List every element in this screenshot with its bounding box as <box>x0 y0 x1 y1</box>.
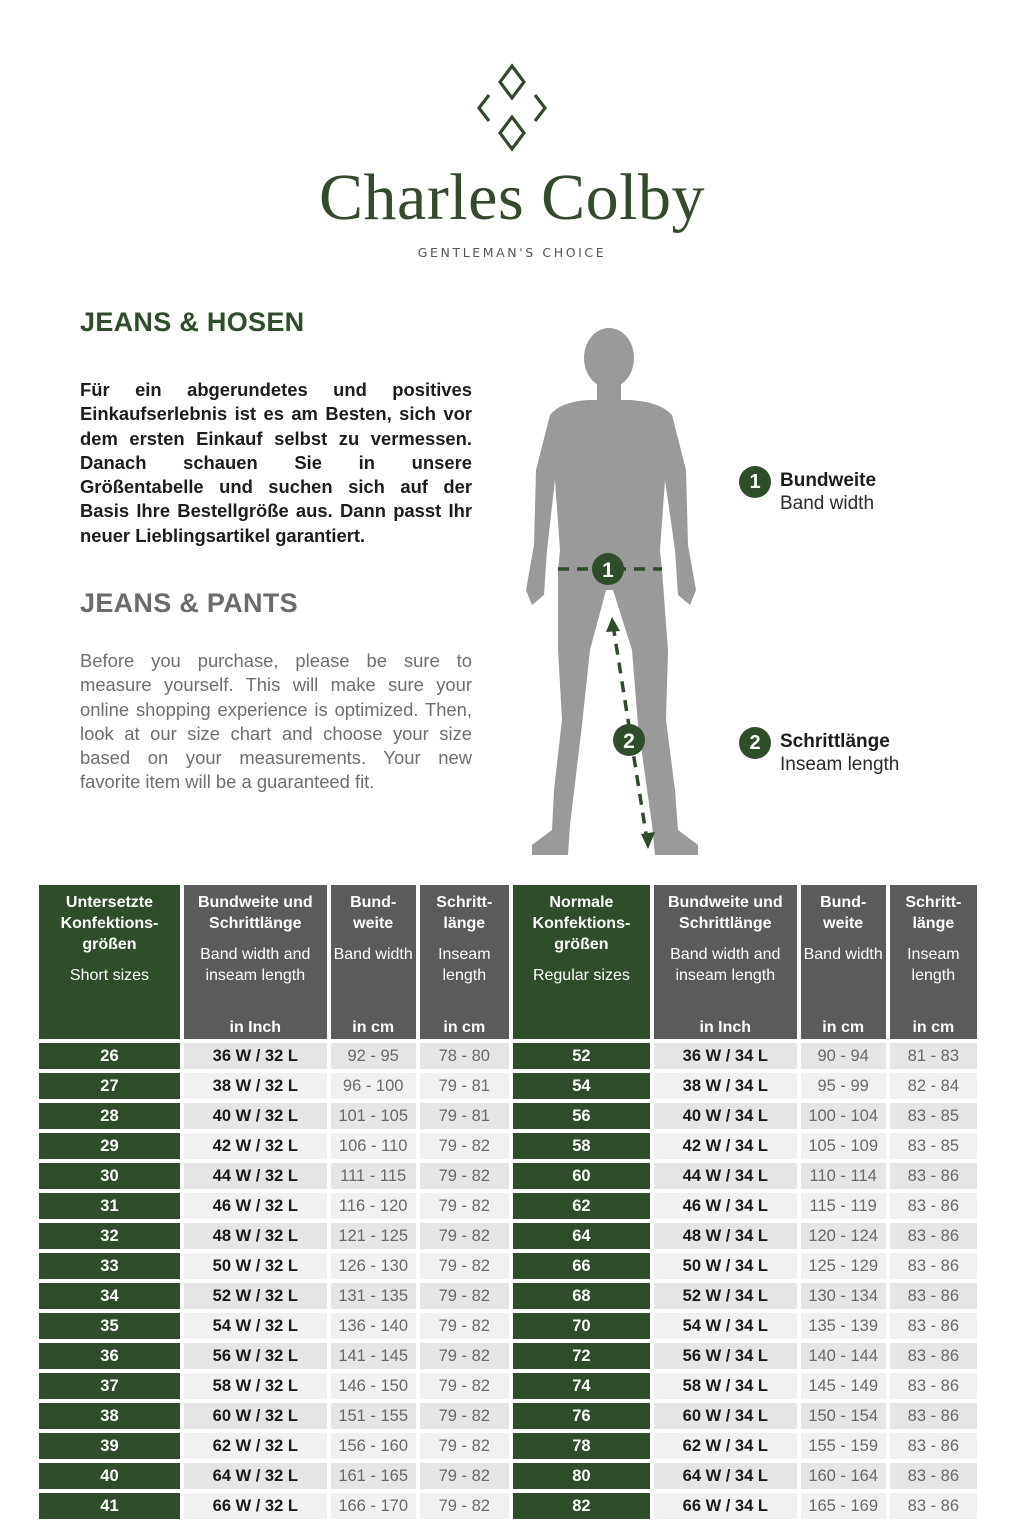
cm-range-cell: 136 - 140 <box>331 1313 416 1339</box>
cm-range-cell: 83 - 86 <box>890 1223 977 1249</box>
cm-range-cell: 120 - 124 <box>801 1223 886 1249</box>
waist-length-cell: 58 W / 34 L <box>654 1373 797 1399</box>
marker-2: 2 <box>623 730 635 753</box>
cm-range-cell: 96 - 100 <box>331 1073 416 1099</box>
column-header <box>654 885 797 1039</box>
waist-length-cell: 62 W / 32 L <box>184 1433 327 1459</box>
cm-range-cell: 83 - 86 <box>890 1373 977 1399</box>
legend-band-width <box>739 466 876 516</box>
cm-range-cell: 135 - 139 <box>801 1313 886 1339</box>
size-cell: 76 <box>513 1403 650 1429</box>
legend-number: 2 <box>739 727 771 759</box>
cm-range-cell: 79 - 82 <box>420 1283 509 1309</box>
size-cell: 64 <box>513 1223 650 1249</box>
table-header-row <box>39 885 977 1039</box>
size-cell: 33 <box>39 1253 180 1279</box>
cm-range-cell: 161 - 165 <box>331 1463 416 1489</box>
waist-length-cell: 56 W / 32 L <box>184 1343 327 1369</box>
size-cell: 66 <box>513 1253 650 1279</box>
cm-range-cell: 165 - 169 <box>801 1493 886 1519</box>
waist-length-cell: 50 W / 32 L <box>184 1253 327 1279</box>
table-row <box>39 1103 977 1129</box>
cm-range-cell: 115 - 119 <box>801 1193 886 1219</box>
cm-range-cell: 79 - 82 <box>420 1433 509 1459</box>
column-header-de: Schritt-länge <box>905 894 962 932</box>
cm-range-cell: 160 - 164 <box>801 1463 886 1489</box>
size-chart-table <box>35 881 981 1523</box>
waist-length-cell: 44 W / 32 L <box>184 1163 327 1189</box>
column-unit: in cm <box>912 1019 955 1036</box>
waist-length-cell: 60 W / 32 L <box>184 1403 327 1429</box>
waist-length-cell: 54 W / 32 L <box>184 1313 327 1339</box>
cm-range-cell: 79 - 82 <box>420 1133 509 1159</box>
waist-length-cell: 52 W / 34 L <box>654 1283 797 1309</box>
cm-range-cell: 105 - 109 <box>801 1133 886 1159</box>
column-header <box>331 885 416 1039</box>
column-unit: in cm <box>443 1019 486 1036</box>
waist-length-cell: 62 W / 34 L <box>654 1433 797 1459</box>
cm-range-cell: 79 - 82 <box>420 1343 509 1369</box>
waist-length-cell: 38 W / 34 L <box>654 1073 797 1099</box>
marker-1: 1 <box>602 559 614 582</box>
brand-tagline: GENTLEMAN'S CHOICE <box>417 245 607 260</box>
intro-text-de: Für ein abgerundetes und positives Einkaufserlebnis ist es am Besten, sich vor dem ersten Einkauf selbst zu vermessen. Danach schauen Sie in unsere Größentabelle und suchen sich auf der Basis Ihre Bestellgröße aus. Dann passt Ihr neuer Lieblingsartikel garantiert. <box>80 379 472 546</box>
waist-length-cell: 42 W / 34 L <box>654 1133 797 1159</box>
size-cell: 27 <box>39 1073 180 1099</box>
waist-length-cell: 48 W / 34 L <box>654 1223 797 1249</box>
waist-length-cell: 36 W / 32 L <box>184 1043 327 1069</box>
cm-range-cell: 116 - 120 <box>331 1193 416 1219</box>
column-header-de: Untersetzte Konfektions-größen <box>60 894 159 953</box>
table-row <box>39 1193 977 1219</box>
size-cell: 32 <box>39 1223 180 1249</box>
size-cell: 38 <box>39 1403 180 1429</box>
size-cell: 72 <box>513 1343 650 1369</box>
cm-range-cell: 79 - 82 <box>420 1223 509 1249</box>
size-cell: 68 <box>513 1283 650 1309</box>
cm-range-cell: 79 - 81 <box>420 1073 509 1099</box>
size-cell: 39 <box>39 1433 180 1459</box>
table-row <box>39 1403 977 1429</box>
column-unit: in cm <box>822 1019 865 1036</box>
cm-range-cell: 83 - 86 <box>890 1163 977 1189</box>
column-unit: in Inch <box>699 1019 752 1036</box>
waist-length-cell: 40 W / 34 L <box>654 1103 797 1129</box>
waist-length-cell: 64 W / 32 L <box>184 1463 327 1489</box>
cm-range-cell: 83 - 86 <box>890 1463 977 1489</box>
cm-range-cell: 79 - 82 <box>420 1193 509 1219</box>
cm-range-cell: 83 - 85 <box>890 1103 977 1129</box>
heading-en: JEANS & PANTS <box>80 588 298 618</box>
waist-length-cell: 58 W / 32 L <box>184 1373 327 1399</box>
cm-range-cell: 121 - 125 <box>331 1223 416 1249</box>
size-cell: 80 <box>513 1463 650 1489</box>
column-unit: in Inch <box>229 1019 282 1036</box>
table-row <box>39 1373 977 1399</box>
table-row <box>39 1223 977 1249</box>
heading-de: JEANS & HOSEN <box>80 307 305 337</box>
cm-range-cell: 100 - 104 <box>801 1103 886 1129</box>
waist-length-cell: 56 W / 34 L <box>654 1343 797 1369</box>
cm-range-cell: 90 - 94 <box>801 1043 886 1069</box>
size-cell: 40 <box>39 1463 180 1489</box>
cm-range-cell: 166 - 170 <box>331 1493 416 1519</box>
waist-length-cell: 40 W / 32 L <box>184 1103 327 1129</box>
column-header <box>39 885 180 1039</box>
cm-range-cell: 83 - 86 <box>890 1283 977 1309</box>
table-row <box>39 1253 977 1279</box>
table-row <box>39 1463 977 1489</box>
size-cell: 52 <box>513 1043 650 1069</box>
cm-range-cell: 83 - 85 <box>890 1133 977 1159</box>
cm-range-cell: 83 - 86 <box>890 1253 977 1279</box>
column-header-de: Bund-weite <box>820 894 867 932</box>
column-header-en: Band width and inseam length <box>200 946 311 984</box>
waist-length-cell: 44 W / 34 L <box>654 1163 797 1189</box>
legend-label-en: Band width <box>780 493 875 514</box>
cm-range-cell: 140 - 144 <box>801 1343 886 1369</box>
size-cell: 29 <box>39 1133 180 1159</box>
cm-range-cell: 106 - 110 <box>331 1133 416 1159</box>
cm-range-cell: 83 - 86 <box>890 1493 977 1519</box>
man-silhouette-icon <box>510 320 720 870</box>
cm-range-cell: 83 - 86 <box>890 1403 977 1429</box>
cm-range-cell: 101 - 105 <box>331 1103 416 1129</box>
waist-length-cell: 60 W / 34 L <box>654 1403 797 1429</box>
cm-range-cell: 131 - 135 <box>331 1283 416 1309</box>
cm-range-cell: 83 - 86 <box>890 1433 977 1459</box>
table-row <box>39 1283 977 1309</box>
waist-length-cell: 48 W / 32 L <box>184 1223 327 1249</box>
column-header-de: Bundweite und Schrittlänge <box>667 894 783 932</box>
cm-range-cell: 79 - 82 <box>420 1373 509 1399</box>
column-header <box>890 885 977 1039</box>
size-cell: 78 <box>513 1433 650 1459</box>
legend-label-de: Bundweite <box>780 470 877 491</box>
waist-length-cell: 42 W / 32 L <box>184 1133 327 1159</box>
waist-length-cell: 66 W / 32 L <box>184 1493 327 1519</box>
size-cell: 58 <box>513 1133 650 1159</box>
cm-range-cell: 79 - 82 <box>420 1493 509 1519</box>
brand-name: Charles Colby <box>319 161 705 234</box>
column-header-en: Regular sizes <box>532 967 630 984</box>
cm-range-cell: 79 - 82 <box>420 1463 509 1489</box>
cm-range-cell: 155 - 159 <box>801 1433 886 1459</box>
size-cell: 31 <box>39 1193 180 1219</box>
column-header <box>801 885 886 1039</box>
column-header-en: Inseam length <box>907 946 960 984</box>
waist-length-cell: 50 W / 34 L <box>654 1253 797 1279</box>
table-body <box>39 1043 977 1519</box>
diamond-logo-icon <box>477 63 547 153</box>
cm-range-cell: 78 - 80 <box>420 1043 509 1069</box>
cm-range-cell: 82 - 84 <box>890 1073 977 1099</box>
waist-length-cell: 54 W / 34 L <box>654 1313 797 1339</box>
cm-range-cell: 83 - 86 <box>890 1343 977 1369</box>
column-header-en: Band width <box>803 946 883 963</box>
cm-range-cell: 125 - 129 <box>801 1253 886 1279</box>
column-header <box>420 885 509 1039</box>
cm-range-cell: 95 - 99 <box>801 1073 886 1099</box>
cm-range-cell: 130 - 134 <box>801 1283 886 1309</box>
cm-range-cell: 141 - 145 <box>331 1343 416 1369</box>
size-cell: 62 <box>513 1193 650 1219</box>
cm-range-cell: 110 - 114 <box>801 1163 886 1189</box>
size-cell: 36 <box>39 1343 180 1369</box>
table-row <box>39 1433 977 1459</box>
legend-number: 1 <box>739 466 771 498</box>
cm-range-cell: 111 - 115 <box>331 1163 416 1189</box>
cm-range-cell: 81 - 83 <box>890 1043 977 1069</box>
legend-label-en: Inseam length <box>780 754 900 775</box>
size-cell: 34 <box>39 1283 180 1309</box>
size-cell: 35 <box>39 1313 180 1339</box>
cm-range-cell: 156 - 160 <box>331 1433 416 1459</box>
size-cell: 70 <box>513 1313 650 1339</box>
waist-length-cell: 38 W / 32 L <box>184 1073 327 1099</box>
waist-length-cell: 46 W / 34 L <box>654 1193 797 1219</box>
cm-range-cell: 83 - 86 <box>890 1193 977 1219</box>
column-header <box>184 885 327 1039</box>
column-header-de: Normale Konfektions-größen <box>532 894 631 953</box>
waist-length-cell: 66 W / 34 L <box>654 1493 797 1519</box>
column-unit: in cm <box>352 1019 395 1036</box>
column-header-en: Inseam length <box>438 946 491 984</box>
column-header <box>513 885 650 1039</box>
cm-range-cell: 79 - 82 <box>420 1253 509 1279</box>
column-header-en: Band width and inseam length <box>670 946 781 984</box>
cm-range-cell: 151 - 155 <box>331 1403 416 1429</box>
column-header-en: Short sizes <box>69 967 150 984</box>
size-cell: 60 <box>513 1163 650 1189</box>
legend-label-de: Schrittlänge <box>780 731 890 752</box>
legend-inseam-length <box>739 727 899 777</box>
size-cell: 30 <box>39 1163 180 1189</box>
size-cell: 41 <box>39 1493 180 1519</box>
table-row <box>39 1343 977 1369</box>
size-cell: 82 <box>513 1493 650 1519</box>
column-header-de: Schritt-länge <box>436 894 493 932</box>
cm-range-cell: 79 - 82 <box>420 1163 509 1189</box>
waist-length-cell: 52 W / 32 L <box>184 1283 327 1309</box>
table-row <box>39 1493 977 1519</box>
cm-range-cell: 126 - 130 <box>331 1253 416 1279</box>
table-row <box>39 1133 977 1159</box>
table-row <box>39 1163 977 1189</box>
table-row <box>39 1073 977 1099</box>
waist-length-cell: 36 W / 34 L <box>654 1043 797 1069</box>
cm-range-cell: 150 - 154 <box>801 1403 886 1429</box>
cm-range-cell: 83 - 86 <box>890 1313 977 1339</box>
cm-range-cell: 145 - 149 <box>801 1373 886 1399</box>
waist-length-cell: 64 W / 34 L <box>654 1463 797 1489</box>
table-row <box>39 1313 977 1339</box>
waist-length-cell: 46 W / 32 L <box>184 1193 327 1219</box>
size-cell: 56 <box>513 1103 650 1129</box>
column-header-de: Bund-weite <box>350 894 397 932</box>
size-cell: 26 <box>39 1043 180 1069</box>
intro-text-en: Before you purchase, please be sure to measure yourself. This will make sure your online shopping experience is optimized. Then, look at our size chart and choose your size based on your measurements. Your new favorite item will be a guaranteed fit. <box>80 650 472 793</box>
cm-range-cell: 79 - 81 <box>420 1103 509 1129</box>
cm-range-cell: 92 - 95 <box>331 1043 416 1069</box>
cm-range-cell: 79 - 82 <box>420 1403 509 1429</box>
column-header-de: Bundweite und Schrittlänge <box>197 894 313 932</box>
table-row <box>39 1043 977 1069</box>
size-cell: 28 <box>39 1103 180 1129</box>
size-cell: 54 <box>513 1073 650 1099</box>
column-header-en: Band width <box>333 946 413 963</box>
size-cell: 74 <box>513 1373 650 1399</box>
size-cell: 37 <box>39 1373 180 1399</box>
cm-range-cell: 146 - 150 <box>331 1373 416 1399</box>
cm-range-cell: 79 - 82 <box>420 1313 509 1339</box>
